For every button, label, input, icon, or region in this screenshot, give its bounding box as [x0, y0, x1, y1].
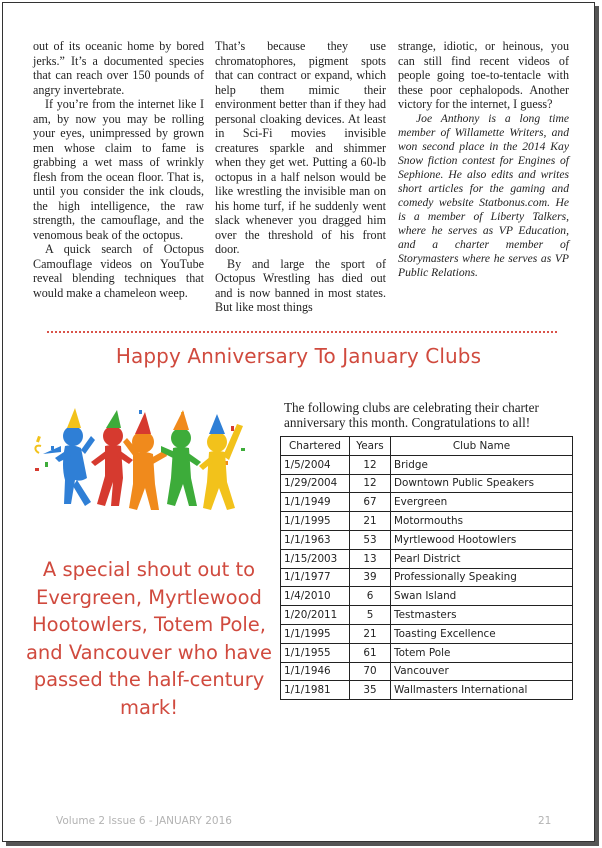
table-row — [281, 474, 573, 493]
section-divider — [47, 331, 557, 333]
years-cell: 21 — [350, 624, 391, 643]
article-column-3 — [398, 39, 569, 280]
table-row — [281, 493, 573, 512]
article-paragraph: strange, idiotic, or heinous, you can still find recent videos of people going toe-to-tentacle with these poor cephalopods. Another victory for the internet, I guess? — [398, 39, 569, 111]
club-name-cell: Totem Pole — [391, 643, 573, 662]
chartered-cell: 1/4/2010 — [281, 587, 350, 606]
newsletter-page — [2, 2, 595, 842]
red-figure-icon — [91, 410, 133, 506]
table-row — [281, 512, 573, 531]
page-number: 21 — [538, 815, 552, 827]
header-chartered: Chartered — [281, 437, 350, 456]
table-header-row — [281, 437, 573, 456]
years-cell: 21 — [350, 512, 391, 531]
header-years: Years — [350, 437, 391, 456]
club-name-cell: Bridge — [391, 455, 573, 474]
chartered-cell: 1/1/1995 — [281, 512, 350, 531]
chartered-cell: 1/1/1955 — [281, 643, 350, 662]
years-cell: 67 — [350, 493, 391, 512]
header-club-name: Club Name — [391, 437, 573, 456]
article-paragraph: If you’re from the internet like I am, by now you may be rolling your eyes, unimpressed by grown men whose claim to fame is grabbing a wet mass of wrinkly flesh from the ocean floor. That is, until you consider the ink clouds, the high intelligence, the raw strength, the camouflage, and the venomous beak of the octopus. — [33, 97, 204, 242]
author-bio: Joe Anthony is a long time member of Willamette Writers, and won second place in the 2014 Kay Snow fiction contest for Engines of Sephione. He also edits and writes short articles for the gaming and comedy website Statbonus.com. He is a member of Liberty Talkers, where he serves as VP Education, and a charter member of Storymasters where he serves as VP Public Relations. — [398, 111, 569, 279]
chartered-cell: 1/5/2004 — [281, 455, 350, 474]
club-name-cell: Swan Island — [391, 587, 573, 606]
chartered-cell: 1/1/1995 — [281, 624, 350, 643]
table-row — [281, 643, 573, 662]
club-name-cell: Evergreen — [391, 493, 573, 512]
table-row — [281, 662, 573, 681]
years-cell: 12 — [350, 455, 391, 474]
article-paragraph: By and large the sport of Octopus Wrestling has died out and is now banned in most states. But like most things — [215, 256, 386, 314]
party-figures-illustration — [31, 406, 255, 518]
table-row — [281, 624, 573, 643]
article-column-1 — [33, 39, 204, 300]
years-cell: 35 — [350, 681, 391, 700]
shout-out-text: A special shout out to Evergreen, Myrtlewood Hootowlers, Totem Pole, and Vancouver who have passed the half-century mark! — [25, 558, 273, 719]
chartered-cell: 1/1/1981 — [281, 681, 350, 700]
years-cell: 5 — [350, 606, 391, 625]
club-name-cell: Toasting Excellence — [391, 624, 573, 643]
years-cell: 61 — [350, 643, 391, 662]
article-columns — [33, 39, 583, 315]
article-paragraph: out of its oceanic home by bored jerks.” It’s a documented species that can reach over 150 pounds of angry invertebrate. — [33, 39, 204, 97]
table-row — [281, 606, 573, 625]
footer-issue: Volume 2 Issue 6 - JANUARY 2016 — [56, 815, 232, 827]
club-name-cell: Professionally Speaking — [391, 568, 573, 587]
years-cell: 6 — [350, 587, 391, 606]
chartered-cell: 1/1/1946 — [281, 662, 350, 681]
table-row — [281, 530, 573, 549]
chartered-cell: 1/1/1977 — [281, 568, 350, 587]
table-row — [281, 587, 573, 606]
section-heading: Happy Anniversary To January Clubs — [115, 344, 482, 368]
years-cell: 53 — [350, 530, 391, 549]
years-cell: 13 — [350, 549, 391, 568]
chartered-cell: 1/20/2011 — [281, 606, 350, 625]
club-name-cell: Myrtlewood Hootowlers — [391, 530, 573, 549]
table-row — [281, 681, 573, 700]
article-column-2 — [215, 39, 386, 315]
club-name-cell: Downtown Public Speakers — [391, 474, 573, 493]
blue-figure-icon — [55, 408, 95, 506]
years-cell: 70 — [350, 662, 391, 681]
chartered-cell: 1/15/2003 — [281, 549, 350, 568]
green-figure-icon — [161, 410, 201, 506]
table-row — [281, 568, 573, 587]
party-horn-icon — [35, 446, 61, 454]
chartered-cell: 1/29/2004 — [281, 474, 350, 493]
chartered-cell: 1/1/1949 — [281, 493, 350, 512]
club-name-cell: Wallmasters International — [391, 681, 573, 700]
club-name-cell: Testmasters — [391, 606, 573, 625]
table-row — [281, 455, 573, 474]
yellow-figure-icon — [199, 414, 243, 510]
club-name-cell: Vancouver — [391, 662, 573, 681]
table-row — [281, 549, 573, 568]
article-paragraph: That’s because they use chromatophores, pigment spots that can contract or expand, which help them mimic their environment better than if they had personal cloaking devices. At least in Sci-Fi movies invisible creatures sparkle and shimmer when they get wet. Putting a 60-lb octopus in a half nelson would be like wrestling the invisible man on his home turf, if he suddenly went slack whenever you dragged him over the threshold of his front door. — [215, 39, 386, 256]
club-name-cell: Motormouths — [391, 512, 573, 531]
chartered-cell: 1/1/1963 — [281, 530, 350, 549]
anniversary-table — [280, 436, 573, 700]
table-intro: The following clubs are celebrating their charter anniversary this month. Congratulations to all! — [284, 400, 539, 430]
years-cell: 12 — [350, 474, 391, 493]
article-paragraph: A quick search of Octopus Camouflage videos on YouTube reveal blending techniques that would make a chameleon weep. — [33, 242, 204, 300]
club-name-cell: Pearl District — [391, 549, 573, 568]
years-cell: 39 — [350, 568, 391, 587]
